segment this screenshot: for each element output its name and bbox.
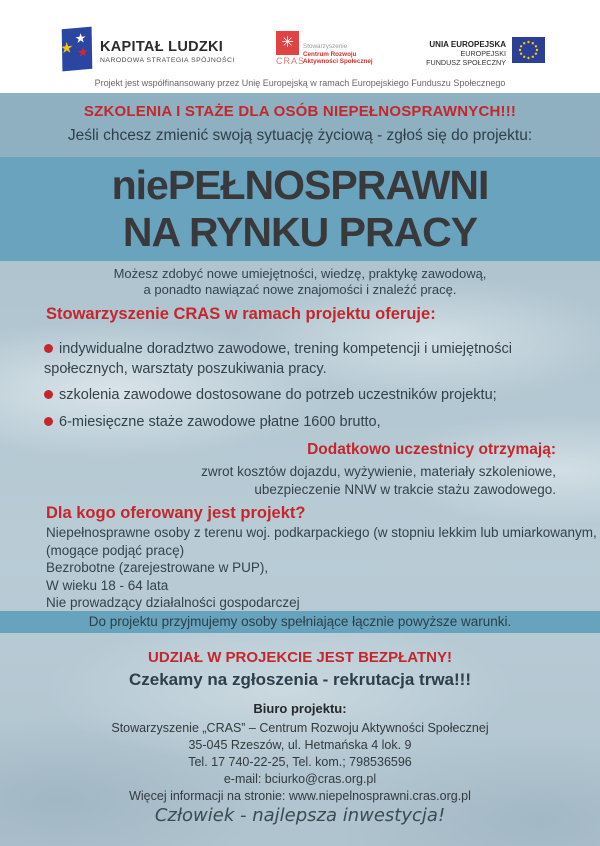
- kapital-ludzki-logo: [60, 26, 94, 72]
- eligibility-line-3: Bezrobotne (zarejestrowane w PUP),: [46, 560, 269, 575]
- cras-line3: Aktywności Społecznej: [303, 58, 373, 65]
- eu-line3: FUNDUSZ SPOŁECZNY: [426, 58, 506, 67]
- benefit-line2: a ponadto nawiązać nowe znajomości i znaleźć pracę.: [143, 282, 457, 297]
- kapital-ludzki-title: KAPITAŁ LUDZKI: [100, 39, 224, 55]
- offer-bullet-3-text: 6-miesięczne staże zawodowe płatne 1600 brutto,: [59, 414, 381, 430]
- bullet-dot-icon: [44, 417, 53, 426]
- white-star-icon: ★: [74, 30, 87, 47]
- cras-text: [303, 43, 393, 66]
- eligibility-line-2: (mogące podjąć pracę): [46, 542, 185, 558]
- eligibility-heading: Dla kogo oferowany jest projekt?: [46, 504, 306, 522]
- slogan-line: Człowiek - najlepsza inwestycja!: [154, 805, 446, 826]
- eu-line2: EUROPEJSKI: [460, 49, 506, 58]
- offer-bullet-2-text: szkolenia zawodowe dostosowane do potrzeb uczestników projektu;: [59, 387, 497, 403]
- eligibility-line-4: W wieku 18 - 64 lata: [46, 577, 169, 593]
- recruitment-cta-line: Czekamy na zgłoszenia - rekrutacja trwa!!!: [128, 670, 471, 689]
- eligibility-line-5: Nie prowadzący działalności gospodarczej: [46, 595, 300, 610]
- eu-line1: UNIA EUROPEJSKA: [429, 40, 506, 49]
- cras-star-icon: ✳: [276, 31, 299, 55]
- office-name-line: Stowarzyszenie „CRAS” – Centrum Rozwoju Aktywności Społecznej: [111, 721, 489, 735]
- extras-line1: zwrot kosztów dojazdu, wyżywienie, materiały szkoleniowe,: [201, 464, 556, 479]
- eu-logo-block: [426, 37, 545, 67]
- cras-acronym: CRAS: [276, 56, 306, 66]
- title-band: [0, 157, 600, 261]
- offer-bullet-2: [44, 385, 559, 405]
- office-heading: Biuro projektu:: [253, 701, 347, 716]
- eu-text: [426, 37, 506, 67]
- logo-header: [0, 0, 600, 93]
- footer: [0, 633, 600, 846]
- kapital-ludzki-flag-icon: [59, 27, 93, 72]
- extras-heading: Dodatkowo uczestnicy otrzymają:: [307, 441, 556, 458]
- bullet-dot-icon: [44, 390, 53, 399]
- benefit-line1: Możesz zdobyć nowe umiejętności, wiedzę, praktykę zawodową,: [113, 266, 487, 281]
- eligibility-line-1: Niepełnosprawne osoby z terenu woj. podkarpackiego (w stopniu lekkim lub umiarkowanym,: [46, 525, 597, 540]
- office-email-line: e-mail: bciurko@cras.org.pl: [223, 772, 377, 786]
- cras-line1: Stowarzyszenie: [303, 43, 348, 50]
- yellow-star-icon: ★: [59, 39, 74, 58]
- eligibility-lines: [46, 524, 597, 612]
- office-contact-block: [0, 720, 600, 805]
- poster-title-line2: NA RYNKU PRACY: [122, 209, 478, 255]
- offer-bullet-1: [44, 339, 559, 379]
- cofinancing-note: Projekt jest współfinansowany przez Unię Europejską w ramach Europejskiego Funduszu Społecznego: [94, 78, 506, 88]
- office-website-line: Więcej informacji na stronie: www.niepelnosprawni.cras.org.pl: [129, 789, 471, 803]
- benefits-text: [0, 266, 600, 298]
- intro-band: [0, 93, 600, 157]
- conditions-bar: Do projektu przyjmujemy osoby spełniające łącznie powyższe warunki.: [0, 611, 600, 633]
- offer-bullet-1-text: indywidualne doradztwo zawodowe, trening kompetencji i umiejętności społecznych, warsztaty poszukiwania pracy.: [44, 341, 512, 377]
- invite-line: Jeśli chcesz zmienić swoją sytuację życiową - zgłoś się do projektu:: [67, 127, 533, 144]
- alert-headline: SZKOLENIA I STAŻE DLA OSÓB NIEPEŁNOSPRAWNYCH!!!: [83, 103, 517, 120]
- cras-line2: Centrum Rozwoju: [303, 50, 357, 58]
- main-content: [0, 261, 600, 611]
- office-address-line: 35-045 Rzeszów, ul. Hetmańska 4 lok. 9: [188, 738, 412, 752]
- extras-line2: ubezpieczenie NNW w trakcie stażu zawodowego.: [254, 482, 556, 497]
- office-phone-line: Tel. 17 740-22-25, Tel. kom.; 798536596: [188, 755, 412, 769]
- bullet-dot-icon: [44, 344, 53, 353]
- red-star-icon: ★: [76, 43, 89, 61]
- eu-flag-icon: [512, 37, 545, 63]
- poster-title-line1: niePEŁNOSPRAWNI: [111, 162, 489, 208]
- cras-logo: [276, 31, 305, 66]
- kapital-ludzki-text: [100, 39, 270, 64]
- offer-heading: Stowarzyszenie CRAS w ramach projektu oferuje:: [46, 305, 436, 323]
- offer-bullet-3: [44, 412, 559, 432]
- free-participation-line: UDZIAŁ W PROJEKCIE JEST BEZPŁATNY!: [148, 649, 452, 666]
- kapital-ludzki-subtitle: NARODOWA STRATEGIA SPÓJNOŚCI: [100, 57, 235, 64]
